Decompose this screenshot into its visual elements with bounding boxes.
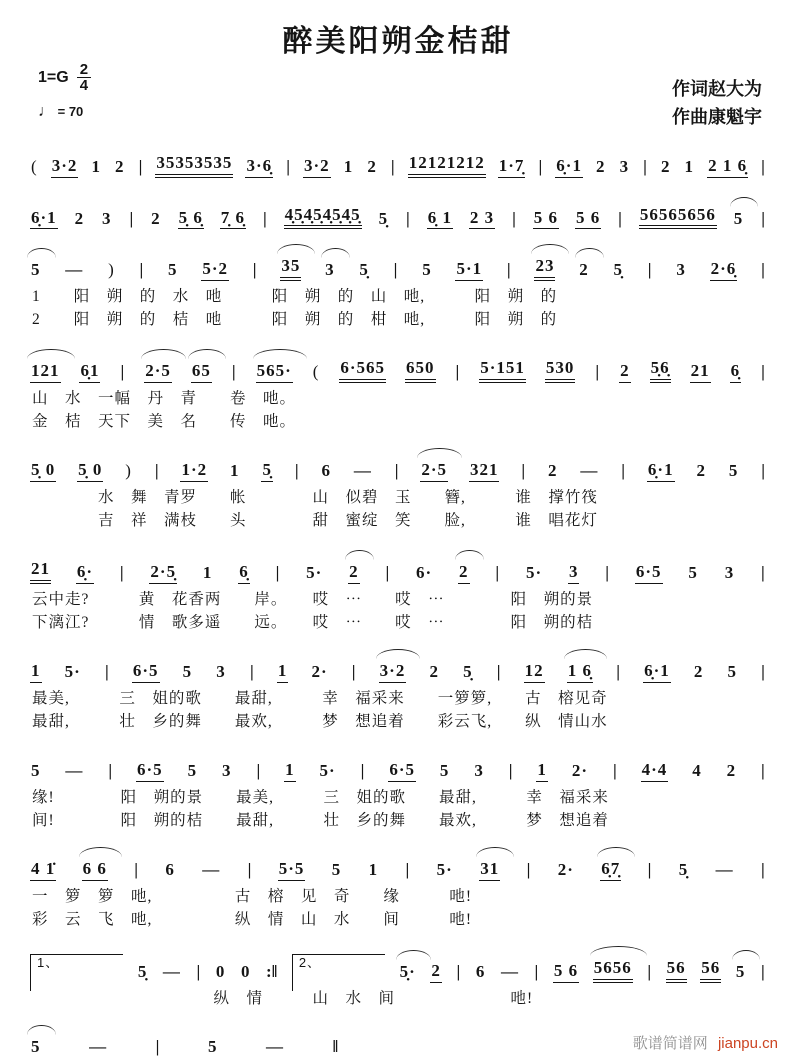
watermark-site-name: 歌谱简谱网	[632, 1035, 708, 1052]
note-token: 3	[474, 761, 484, 781]
time-signature-numerator: 2	[77, 62, 91, 78]
score-meta	[30, 62, 766, 134]
lyrics-block	[30, 387, 766, 434]
score-system	[30, 138, 766, 178]
notation-line	[30, 646, 766, 683]
lyric-line: 水 舞 青罗 帐 山 似碧 玉 簪, 谁 撑竹筏	[32, 488, 598, 506]
barline: |	[231, 362, 236, 382]
slur-tie-arc	[531, 244, 569, 254]
barline: |	[120, 362, 125, 382]
barline: |	[495, 563, 500, 583]
paren-mark: )	[108, 260, 115, 280]
barline: |	[393, 260, 398, 280]
note-token: 2·5̣	[149, 562, 177, 584]
note-token: 2	[660, 157, 671, 176]
watermark-site-url: jianpu.cn	[717, 1035, 778, 1052]
notation-line	[30, 241, 766, 281]
note-token: 2	[619, 361, 631, 383]
score-system	[30, 844, 766, 931]
note-token: 6	[475, 962, 486, 982]
barline: |	[406, 208, 410, 228]
slur-tie-arc	[27, 1025, 56, 1035]
lyric-line: 1 阳 朔 的 水 吔 阳 朔 的 山 吔, 阳 朔 的	[32, 287, 558, 305]
note-token: 35	[280, 256, 301, 281]
notation-line	[30, 138, 766, 178]
note-token: 1·2	[180, 460, 208, 482]
note-token: 3	[568, 562, 580, 584]
note-token: 6̣·1	[643, 661, 671, 683]
barline: |	[390, 157, 395, 176]
note-token: 2	[596, 157, 606, 176]
barline: |	[394, 461, 399, 481]
barline: |	[496, 662, 501, 682]
lyrics-block	[30, 486, 766, 533]
barline: |	[108, 761, 113, 781]
note-token: 5̣·	[399, 962, 417, 983]
barline: |	[249, 662, 254, 682]
notation-line	[30, 745, 766, 782]
note-token: 5·151	[479, 358, 526, 383]
note-token: 5	[30, 260, 42, 281]
note-token: 1	[277, 661, 289, 683]
note-token: 5̣	[463, 662, 473, 682]
note-token: 6·5	[132, 661, 160, 683]
note-token: 5	[727, 662, 738, 682]
slur-tie-arc	[253, 349, 307, 359]
duration-dash: —	[580, 461, 599, 481]
lyric-line: 间! 阳 朔的桔 最甜, 壮 乡的舞 最欢, 梦 想追着	[32, 812, 609, 830]
lyric-line: 一 箩 箩 吔, 古 榕 见 奇 缘 吔!	[32, 887, 473, 905]
barline: |	[154, 461, 159, 481]
note-token: 2·	[557, 860, 574, 880]
lyrics-block	[30, 588, 766, 635]
slur-tie-arc	[732, 950, 761, 960]
note-token: 3	[102, 208, 112, 228]
slur-tie-arc	[575, 248, 604, 258]
note-token: 0	[240, 962, 251, 982]
barline: |	[605, 563, 610, 583]
note-token: 3	[676, 260, 686, 280]
note-token: 5·1	[455, 259, 483, 281]
note-token: 2·5	[144, 361, 172, 383]
note-token: 1	[536, 760, 548, 782]
note-token: 6 6	[82, 859, 108, 881]
notation-line	[30, 190, 766, 230]
score-system	[30, 190, 766, 230]
slur-tie-arc	[396, 950, 431, 960]
paren-mark: (	[312, 362, 320, 382]
note-token: 650	[405, 358, 436, 383]
note-token: 6·	[416, 563, 433, 583]
paren-mark: (	[31, 157, 38, 176]
note-token: 6̣1	[79, 361, 100, 383]
note-token: 2·5	[420, 460, 448, 482]
score-system	[30, 343, 766, 433]
lyric-line: 最美, 三 姐的歌 最甜, 幸 福采来 一箩箩, 古 榕见奇	[32, 689, 608, 707]
slur-tie-arc	[417, 448, 462, 458]
note-token: 5̣	[137, 962, 148, 982]
note-token: 5·2	[201, 259, 229, 281]
note-token: 2·	[311, 662, 328, 682]
watermark	[633, 1032, 778, 1053]
barline: |	[618, 208, 622, 228]
barline: |	[405, 860, 410, 880]
slur-tie-arc	[27, 248, 56, 258]
barline: |	[647, 260, 652, 280]
note-token: 321	[469, 460, 500, 482]
note-token: 2	[151, 208, 161, 228]
barline: |	[506, 260, 511, 280]
note-token: 5̣	[613, 260, 624, 280]
notation-line	[30, 844, 766, 881]
duration-dash: —	[65, 761, 84, 781]
note-token: 6·5	[635, 562, 663, 584]
score-system	[30, 745, 766, 832]
duration-dash: —	[500, 962, 519, 982]
note-token: 56	[700, 958, 721, 983]
barline: |	[761, 662, 765, 682]
note-token: 35353535	[155, 153, 233, 178]
barline: |	[512, 208, 516, 228]
slur-tie-arc	[277, 244, 315, 254]
note-token: 3·6̣	[245, 156, 273, 178]
slur-tie-arc	[597, 847, 635, 857]
duration-dash: —	[202, 860, 221, 880]
duration-dash: —	[353, 461, 372, 481]
note-token: 5	[688, 563, 698, 583]
note-token: 5	[207, 1037, 218, 1057]
barline: |	[138, 157, 143, 176]
note-token: 2 3	[469, 208, 495, 230]
barline: |	[521, 461, 526, 481]
barline: |	[456, 962, 461, 982]
lyric-line: 吉 祥 满枝 头 甜 蜜绽 笑 脸, 谁 唱花灯	[32, 511, 598, 529]
note-token: 6·5	[136, 760, 164, 782]
note-token: 2	[430, 961, 442, 983]
lyric-line: 下漓江? 情 歌多遥 远。 哎 ⋯ 哎 ⋯ 阳 朔的桔	[32, 614, 594, 632]
lyrics-block	[30, 786, 766, 833]
barline: |	[262, 208, 267, 228]
slur-tie-arc	[376, 649, 421, 659]
note-token: 530	[545, 358, 576, 383]
key-label: 1=G	[38, 68, 69, 86]
note-token: 5·	[319, 761, 336, 781]
duration-dash: —	[266, 1037, 284, 1057]
key-tempo-block	[30, 62, 91, 121]
barline: |	[155, 1037, 160, 1057]
note-token: 6·5	[388, 760, 416, 782]
note-token: 6	[165, 860, 175, 880]
barline: |	[252, 260, 257, 280]
barline: |	[761, 208, 765, 228]
quarter-note-icon: ♩	[38, 102, 54, 120]
barline: |	[526, 860, 531, 880]
lyric-line: 最甜, 壮 乡的舞 最欢, 梦 想追着 彩云飞, 纵 情山水	[32, 713, 608, 731]
note-token: 1	[30, 661, 42, 683]
note-token: 6̣7̣	[600, 859, 621, 881]
note-token: 2	[348, 562, 360, 584]
note-token: 1·7̣	[498, 156, 526, 178]
barline: |	[760, 962, 765, 982]
note-token: 5 6	[553, 961, 579, 983]
note-token: 3	[324, 260, 336, 281]
note-token: 5̣ 6̣	[178, 208, 204, 230]
lyric-line: 金 桔 天下 美 名 传 吔。	[32, 412, 297, 430]
barline: |	[538, 157, 543, 176]
note-token: 56565656	[639, 205, 717, 230]
barline: |	[761, 157, 765, 176]
note-token: 7̣ 6̣	[220, 208, 246, 230]
note-token: 3·2	[303, 156, 331, 178]
lyric-line: 纵 情 山 水 间 吔!	[32, 989, 534, 1007]
slur-tie-arc	[590, 946, 647, 956]
note-token: 0	[215, 962, 226, 982]
barline: |	[196, 962, 201, 982]
lyric-line: 缘! 阳 朔的景 最美, 三 姐的歌 最甜, 幸 福采来	[32, 788, 609, 806]
tempo-marking	[38, 103, 91, 121]
barline: |	[129, 208, 134, 228]
slur-tie-arc	[564, 649, 607, 659]
note-token: 6̣·1	[30, 208, 58, 230]
barline: |	[534, 962, 539, 982]
tempo-value: = 70	[57, 103, 84, 119]
note-token: 1	[343, 157, 354, 176]
note-token: 2	[429, 662, 439, 682]
notation-line	[30, 943, 766, 983]
paren-mark: )	[125, 461, 132, 481]
note-token: 5̣	[678, 860, 689, 880]
duration-dash: —	[65, 260, 84, 280]
note-token: 2	[115, 157, 125, 176]
barline: |	[508, 761, 513, 781]
note-token: 3	[619, 157, 630, 176]
note-token: 1	[202, 563, 213, 583]
note-token: 5	[439, 761, 450, 781]
note-token: 2 1 6̣	[707, 156, 748, 178]
barline: |	[621, 461, 626, 481]
note-token: 2·6̣	[710, 259, 738, 281]
note-token: 5656	[593, 958, 633, 983]
note-token: 3	[222, 761, 232, 781]
duration-dash: —	[162, 962, 181, 982]
notation-line	[30, 343, 766, 383]
slur-tie-arc	[455, 550, 484, 560]
note-token: 5	[187, 761, 198, 781]
lyric-line: 彩 云 飞 吔, 纵 情 山 水 间 吔!	[32, 911, 473, 929]
note-token: 2·	[571, 761, 589, 781]
barline: |	[385, 563, 390, 583]
note-token: 21	[690, 361, 711, 383]
slur-tie-arc	[188, 349, 226, 359]
barline: |	[104, 662, 109, 682]
note-token: 1	[284, 760, 296, 782]
note-token: 5̣6̣	[650, 358, 671, 383]
note-token: 3	[216, 662, 226, 682]
note-token: 5̣	[359, 260, 369, 280]
time-signature	[77, 62, 91, 94]
note-token: 6̣·1	[647, 460, 675, 482]
note-token: 4·4	[641, 760, 669, 782]
note-token: 5̣ 0	[77, 460, 103, 482]
note-token: 65	[191, 361, 212, 383]
note-token: 2	[578, 260, 590, 281]
note-token: 2	[693, 662, 704, 682]
note-token: 5	[30, 1037, 42, 1058]
lyric-line: 云中走? 黄 花香两 岸。 哎 ⋯ 哎 ⋯ 阳 朔的景	[32, 590, 594, 608]
note-token: 2	[726, 761, 737, 781]
barline: |	[647, 962, 652, 982]
slur-tie-arc	[730, 197, 759, 207]
lyrics-block	[30, 885, 766, 932]
time-signature-denominator: 4	[79, 77, 89, 95]
note-token: 5	[728, 461, 739, 481]
barline: |	[761, 362, 765, 382]
slur-tie-arc	[141, 349, 186, 359]
note-token: 1 6̣	[567, 661, 593, 683]
key-signature	[38, 62, 91, 94]
slur-tie-arc	[345, 550, 374, 560]
lyrics-block	[30, 987, 766, 1010]
note-token: 1	[368, 860, 379, 880]
note-token: 6̣	[238, 562, 250, 584]
barline: |	[761, 860, 765, 880]
note-token: 4̣5̣4̣5̣4̣5̣4̣5̣	[284, 205, 362, 230]
notation-line	[30, 1022, 339, 1058]
note-token: 5·	[306, 563, 323, 583]
barline: |	[139, 260, 144, 280]
note-token: 5	[735, 962, 747, 983]
barline: |	[134, 860, 138, 880]
note-token: 56	[666, 958, 687, 983]
note-token: 12121212	[408, 153, 486, 178]
slur-tie-arc	[27, 349, 75, 359]
note-token: 2	[458, 562, 470, 584]
barline: :‖	[266, 962, 278, 982]
note-token: 5̣ 0	[30, 460, 56, 482]
note-token: 5̣	[378, 208, 389, 228]
credits	[672, 76, 766, 132]
note-token: 21	[30, 559, 51, 584]
note-token: 3	[724, 563, 735, 583]
note-token: 1	[91, 157, 101, 176]
barline: |	[643, 157, 647, 176]
note-token: 23	[534, 256, 555, 281]
note-token: 5	[331, 860, 342, 880]
note-token: 6	[321, 461, 331, 481]
slur-tie-arc	[476, 847, 514, 857]
barline: |	[247, 860, 252, 880]
barline: |	[761, 461, 765, 481]
lyric-line: 山 水 一幅 丹 青 卷 吔。	[32, 389, 297, 407]
note-token: 5·	[525, 563, 543, 583]
note-token: 5	[31, 761, 41, 781]
note-token: 5·	[64, 662, 81, 682]
lyrics-block	[30, 285, 766, 332]
note-token: 5	[733, 209, 745, 230]
volta-bracket: 1、	[30, 954, 123, 991]
note-token: 6̣·1	[555, 156, 583, 178]
note-token: 4	[692, 761, 702, 781]
composer-credit: 作曲康魁宇	[672, 106, 762, 127]
note-token: 5	[168, 260, 178, 280]
duration-dash: —	[715, 860, 734, 880]
note-token: 2	[367, 157, 377, 176]
barline: |	[761, 563, 765, 583]
note-token: 3·2	[379, 661, 407, 683]
barline: |	[455, 362, 460, 382]
barline: |	[256, 761, 261, 781]
barline: |	[119, 563, 124, 583]
note-token: 2	[74, 208, 85, 228]
note-token: 6·565	[339, 358, 386, 383]
note-token: 5 6	[533, 208, 559, 230]
barline: ‖	[332, 1037, 339, 1057]
volta-bracket: 2、	[292, 954, 385, 991]
note-token: 12	[524, 661, 545, 683]
song-title: 醉美阳朔金桔甜	[282, 25, 514, 58]
notation-line	[30, 445, 766, 482]
lyrics-block	[30, 687, 766, 734]
barline: |	[647, 860, 652, 880]
duration-dash: —	[89, 1037, 108, 1057]
note-token: 5	[422, 260, 432, 280]
note-token: 2	[696, 461, 706, 481]
note-token: 3·2	[51, 156, 79, 178]
barline: |	[286, 157, 290, 176]
note-token: 4 1̇	[30, 859, 56, 881]
slur-tie-arc	[321, 248, 350, 258]
barline: |	[595, 362, 600, 382]
note-token: 1	[684, 157, 695, 176]
barline: |	[275, 563, 280, 583]
note-token: 121	[30, 361, 61, 383]
note-token: 5	[182, 662, 193, 682]
score	[30, 138, 766, 1058]
barline: |	[616, 662, 620, 682]
barline: |	[761, 761, 765, 781]
note-token: 5 6	[575, 208, 601, 230]
note-token: 5·	[436, 860, 453, 880]
barline: |	[351, 662, 356, 682]
notation-line	[30, 544, 766, 584]
note-token: 5̣	[261, 460, 273, 482]
barline: |	[612, 761, 617, 781]
note-token: 565·	[256, 361, 293, 383]
note-token: 6̣·	[76, 562, 94, 584]
note-token: 6̣	[730, 361, 742, 383]
note-token: 6̣ 1	[427, 208, 453, 230]
barline: |	[360, 761, 365, 781]
note-token: 31	[479, 859, 500, 881]
note-token: 1	[230, 461, 240, 481]
score-system	[30, 445, 766, 532]
slur-tie-arc	[79, 847, 122, 857]
note-token: 2	[547, 461, 558, 481]
lyric-line: 2 阳 朔 的 桔 吔 阳 朔 的 柑 吔, 阳 朔 的	[32, 310, 558, 328]
score-system	[30, 646, 766, 733]
lyricist-credit: 作词赵大为	[672, 79, 762, 99]
note-token: 5·5	[278, 859, 306, 881]
score-system	[30, 943, 766, 1010]
barline: |	[294, 461, 299, 481]
barline: |	[761, 260, 765, 280]
score-system	[30, 544, 766, 634]
score-system	[30, 241, 766, 331]
